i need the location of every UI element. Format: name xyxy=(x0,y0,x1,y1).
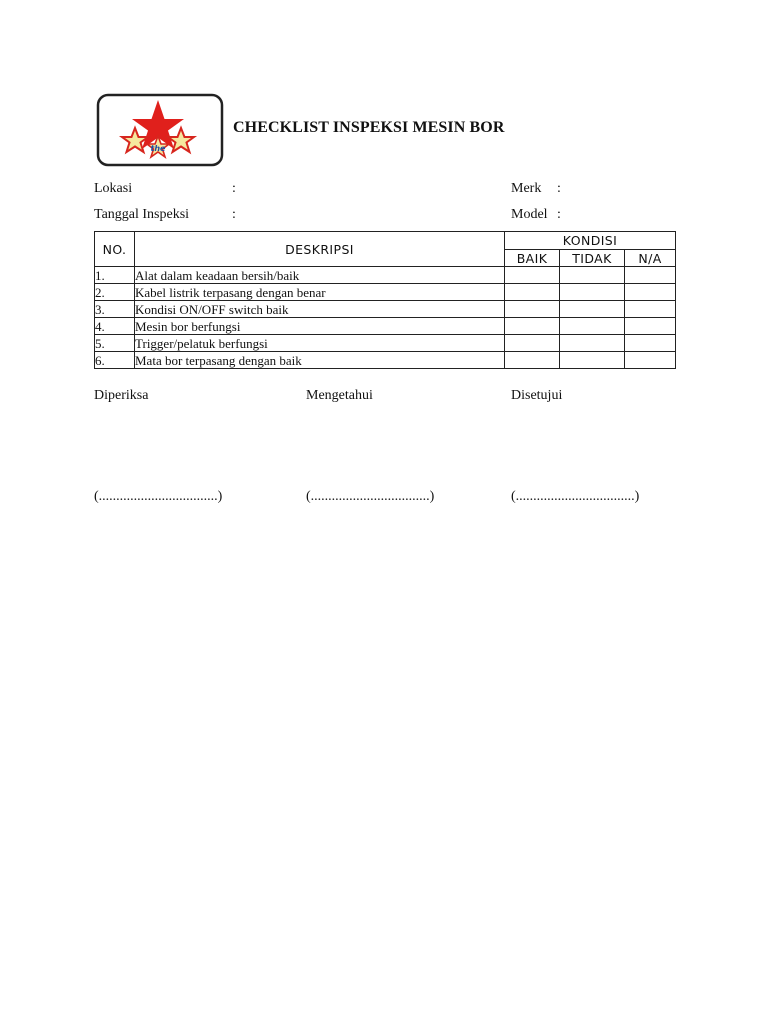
page-title: CHECKLIST INSPEKSI MESIN BOR xyxy=(233,119,505,136)
na-cell[interactable] xyxy=(625,352,676,369)
row-description: Kondisi ON/OFF switch baik xyxy=(135,301,505,318)
tanggal-label: Tanggal Inspeksi xyxy=(94,207,190,222)
table-row xyxy=(95,318,676,335)
row-description: Kabel listrik terpasang dengan benar xyxy=(135,284,505,301)
table-row xyxy=(95,352,676,369)
row-description: Mesin bor berfungsi xyxy=(135,318,505,335)
header-baik: BAIK xyxy=(505,250,560,267)
logo-star-icon xyxy=(95,92,225,168)
merk-colon: : xyxy=(557,181,561,196)
header-deskripsi: DESKRIPSI xyxy=(135,232,505,267)
tidak-cell[interactable] xyxy=(560,267,625,284)
row-description: Trigger/pelatuk berfungsi xyxy=(135,335,505,352)
lokasi-colon: : xyxy=(232,181,236,196)
table-row xyxy=(95,284,676,301)
tidak-cell[interactable] xyxy=(560,284,625,301)
lokasi-label: Lokasi xyxy=(94,181,133,196)
tanggal-colon: : xyxy=(232,207,236,222)
disetujui-label: Disetujui xyxy=(511,388,563,403)
tidak-cell[interactable] xyxy=(560,301,625,318)
baik-cell[interactable] xyxy=(505,352,560,369)
baik-cell[interactable] xyxy=(505,267,560,284)
model-colon: : xyxy=(557,207,561,222)
diperiksa-label: Diperiksa xyxy=(94,388,149,403)
row-number: 3. xyxy=(95,301,135,318)
tidak-cell[interactable] xyxy=(560,335,625,352)
table-row xyxy=(95,267,676,284)
baik-cell[interactable] xyxy=(505,335,560,352)
row-number: 6. xyxy=(95,352,135,369)
header-no: NO. xyxy=(95,232,135,267)
baik-cell[interactable] xyxy=(505,284,560,301)
tidak-cell[interactable] xyxy=(560,352,625,369)
checklist-table xyxy=(94,231,676,369)
row-number: 5. xyxy=(95,335,135,352)
na-cell[interactable] xyxy=(625,318,676,335)
merk-label: Merk xyxy=(511,181,542,196)
diperiksa-signature-line: (..................................) xyxy=(94,489,223,504)
baik-cell[interactable] xyxy=(505,301,560,318)
row-number: 4. xyxy=(95,318,135,335)
row-description: Mata bor terpasang dengan baik xyxy=(135,352,505,369)
disetujui-signature-line: (..................................) xyxy=(511,489,640,504)
mengetahui-label: Mengetahui xyxy=(306,388,373,403)
table-row xyxy=(95,301,676,318)
na-cell[interactable] xyxy=(625,335,676,352)
na-cell[interactable] xyxy=(625,301,676,318)
header-kondisi: KONDISI xyxy=(505,232,676,250)
row-number: 2. xyxy=(95,284,135,301)
company-logo xyxy=(95,92,225,168)
na-cell[interactable] xyxy=(625,284,676,301)
table-row xyxy=(95,335,676,352)
header-na: N/A xyxy=(625,250,676,267)
row-number: 1. xyxy=(95,267,135,284)
na-cell[interactable] xyxy=(625,267,676,284)
header-tidak: TIDAK xyxy=(560,250,625,267)
svg-text:the: the xyxy=(150,144,166,153)
model-label: Model xyxy=(511,207,548,222)
row-description: Alat dalam keadaan bersih/baik xyxy=(135,267,505,284)
tidak-cell[interactable] xyxy=(560,318,625,335)
mengetahui-signature-line: (..................................) xyxy=(306,489,435,504)
baik-cell[interactable] xyxy=(505,318,560,335)
